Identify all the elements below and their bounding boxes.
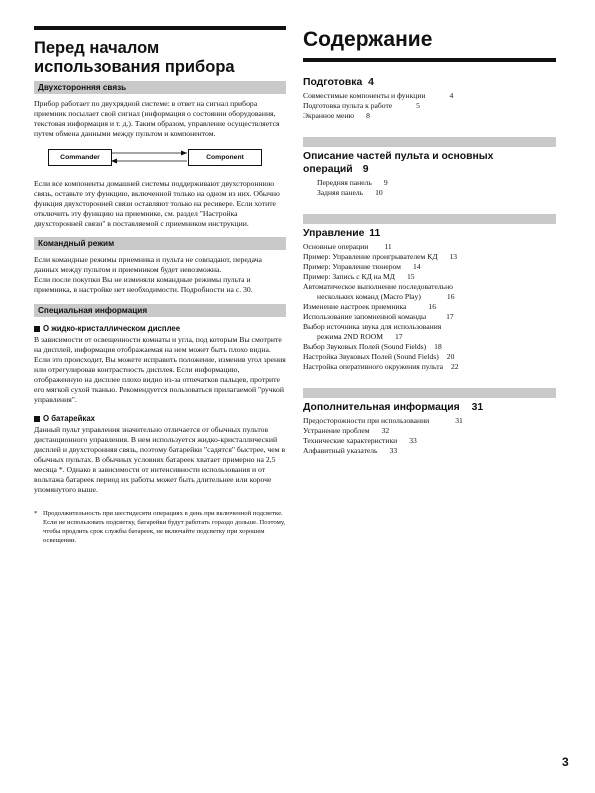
para-two-way: Прибор работает по двухрядной системе: в ответ на сигнал прибора приемник посылает свой сигнал (информация о состоянии оборудования, текстовая информация и т. д.). Таким образом, управление осуществляется путем обмена данными между пультом и компонентом. <box>34 99 280 138</box>
toc-section-operation <box>303 214 556 372</box>
subhead-lcd: О жидко-кристаллическом дисплее <box>34 324 286 333</box>
section-bar-command-mode: Командный режим <box>34 237 286 250</box>
toc-item[interactable]: Экранное меню 8 <box>303 111 370 120</box>
commander-component-diagram <box>34 146 286 174</box>
toc-item[interactable]: Основные операции 11 <box>303 242 392 251</box>
toc-item[interactable]: Автоматическое выполнение последовательно нескольких команд (Macro Play) 16 <box>303 282 455 301</box>
title-line-1: Перед началом <box>34 39 160 57</box>
toc-item[interactable]: Пример: Управление тюнером 14 <box>303 262 421 271</box>
toc-item[interactable]: Выбор Звуковых Полей (Sound Fields) 18 <box>303 342 442 351</box>
commander-box: Commander <box>48 149 112 166</box>
title-line-2: использования прибора <box>34 58 235 76</box>
toc-heading-page: 11 <box>369 228 381 239</box>
toc-item[interactable]: Настройка оперативного окружения пульта 22 <box>303 362 459 371</box>
toc-section-additional <box>303 388 556 456</box>
toc-section-preparation <box>303 76 556 121</box>
toc-heading[interactable]: Управление <box>303 228 365 239</box>
subhead-batteries: О батарейках <box>34 414 286 423</box>
section-bar-two-way: Двухсторонняя связь <box>34 81 286 94</box>
page-title <box>34 39 286 77</box>
toc-item[interactable]: Технические характеристики 33 <box>303 436 417 445</box>
para-batteries: Данный пульт управления значительно отличается от обычных пультов дистанционного управления. В нем используется жидко-кристаллический дисплей и двухсторонняя связь, поэтому батарейки "садятся" быстрее, чем в обычных пультах. В обычных условиях батареек хватает примерно на 2,5 месяца *. Однако в зависимости от интенсивности использования и от вольтажа батареек период их работы может быть длительнее или короче упомянутого выше. <box>34 425 286 494</box>
left-column <box>34 26 286 545</box>
toc-item[interactable]: Задняя панель 10 <box>317 188 383 197</box>
toc-item[interactable]: Выбор источника звука для использования режима 2ND ROOM 17 <box>303 322 442 341</box>
toc-heading-page: 9 <box>362 164 369 175</box>
toc-item[interactable]: Подготовка пульта к работе 5 <box>303 101 420 110</box>
diagram-arrows <box>34 146 286 174</box>
footnote-text: Продолжительность при шестидесяти операциях в день при включенной подсветке. Если не использовать подсветку, батарейки будут работать гораздо дольше. Поэтому, чтобы продлить срок службы батареек, не включайте подсветку при хорошем освещении. <box>43 510 286 544</box>
footnote <box>34 509 286 545</box>
square-bullet-icon <box>34 326 40 332</box>
para-lcd: В зависимости от освещенности комнаты и угла, под которым Вы смотрите на дисплей, информация отображаемая на нем может быть плохо видна. Если это происходит, Вы можете исправить положение, изменив угол зрения или отрегулировав контрастность дисплея. Если информацию, отображенную на дисплее плохо видно из-за отпечатков пальцев, протрите его мягкой сухой тканью. Рекомендуется пользоваться прилагаемой "ручкой управления". <box>34 335 286 404</box>
para-two-way-2: Если все компоненты домашней системы поддерживают двухстороннюю связь, оставьте эту функцию, включенной только на одном из них. Обычно функция двухсторонней связи оставляют только на ресивере. Если хотите отключить эту функцию на приемнике, см. раздел "Настройка двухсторонней связи" в поставляемой с приемником инструкции. <box>34 179 280 228</box>
toc-heading[interactable]: Дополнительная информация <box>303 402 460 413</box>
para-command-mode: Если командные режимы приемника и пульта не совпадают, передача данных между пультом и приемником будет невозможна. Если после покупки Вы не изменяли командные режимы пульта и приемника, в настройке нет необходимости. Подробности на с. 30. <box>34 255 262 294</box>
toc-item[interactable]: Настройка Звуковых Полей (Sound Fields) 20 <box>303 352 455 361</box>
section-shade-bar <box>303 388 556 398</box>
square-bullet-icon <box>34 416 40 422</box>
page-number: 3 <box>562 755 569 769</box>
toc-heading[interactable]: Подготовка <box>303 77 363 88</box>
toc-item[interactable]: Пример: Запись с КД на МД 15 <box>303 272 415 281</box>
toc-heading-page: 4 <box>368 77 374 88</box>
top-rule <box>34 26 286 30</box>
section-shade-bar <box>303 137 556 147</box>
toc-item[interactable]: Использование запомненной команды 17 <box>303 312 454 321</box>
component-box: Component <box>188 149 262 166</box>
toc-item[interactable]: Предосторожности при использовании 31 <box>303 416 463 425</box>
toc-title: Содержание <box>303 28 433 51</box>
toc-item[interactable]: Изменение настроек приемника 16 <box>303 302 437 311</box>
toc-heading-page: 31 <box>471 402 484 413</box>
toc-section-parts <box>303 137 556 198</box>
footnote-marker: * <box>34 510 38 517</box>
toc-rule <box>303 58 556 62</box>
toc-heading-cont[interactable]: операций <box>303 164 353 175</box>
section-bar-special-info: Специальная информация <box>34 304 286 317</box>
toc-item[interactable]: Передняя панель 9 <box>317 178 388 187</box>
toc-item[interactable]: Пример: Управление проигрывателем КД 13 <box>303 252 458 261</box>
toc-item[interactable]: Совместимые компоненты и функции 4 <box>303 91 454 100</box>
toc-column <box>303 26 556 456</box>
toc-heading[interactable]: Описание частей пульта и основных <box>303 151 494 162</box>
toc-item[interactable]: Алфавитный указатель 33 <box>303 446 398 455</box>
toc-item[interactable]: Устранение проблем 32 <box>303 426 390 435</box>
section-shade-bar <box>303 214 556 224</box>
